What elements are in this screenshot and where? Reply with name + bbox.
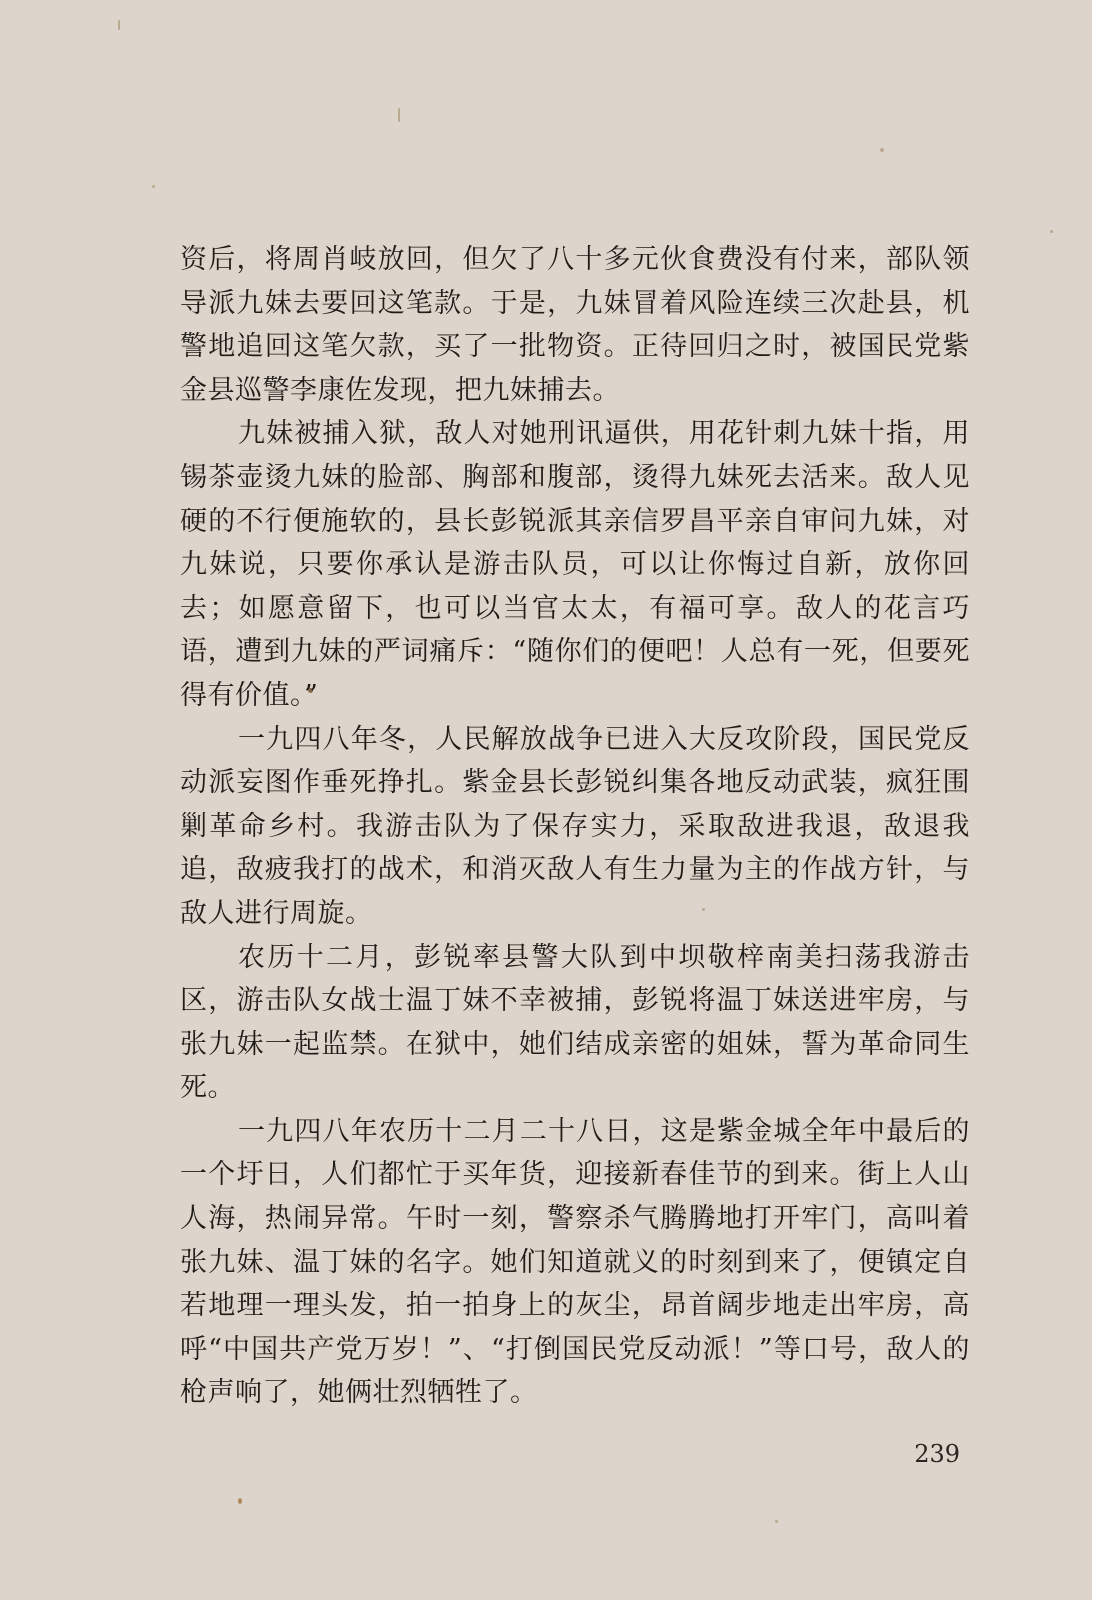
paper-speck — [880, 148, 884, 152]
page-number: 239 — [914, 1440, 960, 1468]
body-text — [180, 238, 970, 1415]
paper-speck — [238, 1498, 242, 1504]
paper-speck — [1050, 230, 1053, 233]
paragraph: 农历十二月，彭锐率县警大队到中坝敬梓南美扫荡我游击区，游击队女战士温丁妹不幸被捕，彭锐将温丁妹送进牢房，与张九妹一起监禁。在狱中，她们结成亲密的姐妹，誓为革命同生死。 — [180, 941, 970, 1104]
paper-speck — [398, 108, 400, 122]
paragraph: 一九四八年农历十二月二十八日，这是紫金城全年中最后的一个圩日，人们都忙于买年货，迎接新春佳节的到来。街上人山人海，热闹异常。午时一刻，警察杀气腾腾地打开牢门，高叫着张九妹、温丁妹的名字。她们知道就义的时刻到来了，便镇定自若地理一理头发，拍一拍身上的灰尘，昂首阔步地走出牢房，高呼“中国共产党万岁！”、“打倒国民党反动派！”等口号，敌人的枪声响了，她俩壮烈牺牲了。 — [180, 1115, 970, 1409]
paper-speck — [775, 1520, 778, 1523]
paragraph: 一九四八年冬，人民解放战争已进入大反攻阶段，国民党反动派妄图作垂死挣扎。紫金县长彭锐纠集各地反动武装，疯狂围剿革命乡村。我游击队为了保存实力，采取敌进我退，敌退我追，敌疲我打的战术，和消灭敌人有生力量为主的作战方针，与敌人进行周旋。 — [180, 723, 970, 929]
paragraph: 九妹被捕入狱，敌人对她刑讯逼供，用花针刺九妹十指，用锡茶壶烫九妹的脸部、胸部和腹部，烫得九妹死去活来。敌人见硬的不行便施软的，县长彭锐派其亲信罗昌平亲自审问九妹，对九妹说，只要你承认是游击队员，可以让你悔过自新，放你回去；如愿意留下，也可以当官太太，有福可享。敌人的花言巧语，遭到九妹的严词痛斥：“随你们的便吧！人总有一死，但要死得有价值。” — [180, 418, 970, 711]
paragraph: 资后，将周肖岐放回，但欠了八十多元伙食费没有付来，部队领导派九妹去要回这笔款。于是，九妹冒着风险连续三次赴县，机警地追回这笔欠款，买了一批物资。正待回归之时，被国民党紫金县巡警李康佐发现，把九妹捕去。 — [180, 244, 970, 406]
paper-speck — [152, 185, 155, 188]
paper-speck — [118, 20, 120, 30]
